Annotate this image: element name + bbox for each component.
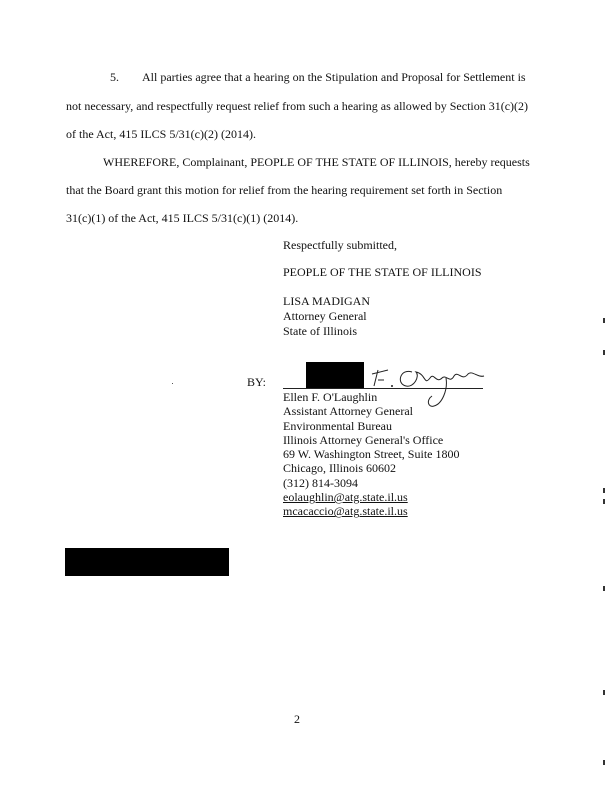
scan-mark	[603, 499, 605, 504]
scan-mark	[603, 350, 605, 355]
contact-city: Chicago, Illinois 60602	[283, 461, 396, 476]
scan-mark	[603, 318, 605, 323]
paragraph-5-line-1: 5. All parties agree that a hearing on the Stipulation and Proposal for Settlement is	[110, 70, 526, 84]
scan-mark	[603, 586, 605, 591]
wherefore-line-1: WHEREFORE, Complainant, PEOPLE OF THE STATE OF ILLINOIS, hereby requests	[103, 155, 530, 169]
contact-office: Illinois Attorney General's Office	[283, 432, 444, 447]
scan-mark	[603, 760, 605, 765]
page-number: 2	[294, 712, 300, 726]
scan-mark	[603, 488, 605, 493]
ag-state: State of Illinois	[283, 324, 357, 338]
attorney-general-block	[283, 294, 370, 339]
scan-mark	[603, 690, 605, 695]
contact-address: 69 W. Washington Street, Suite 1800	[283, 447, 460, 462]
contact-phone: (312) 814-3094	[283, 475, 358, 490]
contact-title: Assistant Attorney General	[283, 404, 413, 419]
paragraph-5-line-2: not necessary, and respectfully request relief from such a hearing as allowed by Section 31(c)(2)	[66, 99, 529, 113]
ag-title: Attorney General	[283, 309, 367, 323]
paragraph-5-line-3: of the Act, 415 ILCS 5/31(c)(2) (2014).	[66, 127, 256, 141]
paragraph-number: 5.	[110, 70, 119, 84]
wherefore-line-2: that the Board grant this motion for relief from the hearing requirement set forth in Section	[66, 183, 503, 197]
people-of-illinois: PEOPLE OF THE STATE OF ILLINOIS	[283, 265, 482, 279]
contact-name: Ellen F. O'Laughlin	[283, 390, 378, 404]
respectfully-submitted: Respectfully submitted,	[283, 238, 397, 252]
wherefore-line-3: 31(c)(1) of the Act, 415 ILCS 5/31(c)(1) (2014).	[66, 211, 299, 225]
redaction-box	[306, 362, 364, 388]
signature-line	[283, 388, 483, 389]
redaction-box-lower	[65, 548, 229, 576]
contact-email-1[interactable]: eolaughlin@atg.state.il.us	[283, 490, 408, 505]
contact-block	[283, 390, 459, 519]
contact-email-2[interactable]: mcacaccio@atg.state.il.us	[283, 504, 408, 519]
ag-name: LISA MADIGAN	[283, 294, 370, 308]
scan-speck	[172, 383, 173, 384]
contact-bureau: Environmental Bureau	[283, 418, 392, 433]
by-label: BY:	[247, 375, 266, 389]
